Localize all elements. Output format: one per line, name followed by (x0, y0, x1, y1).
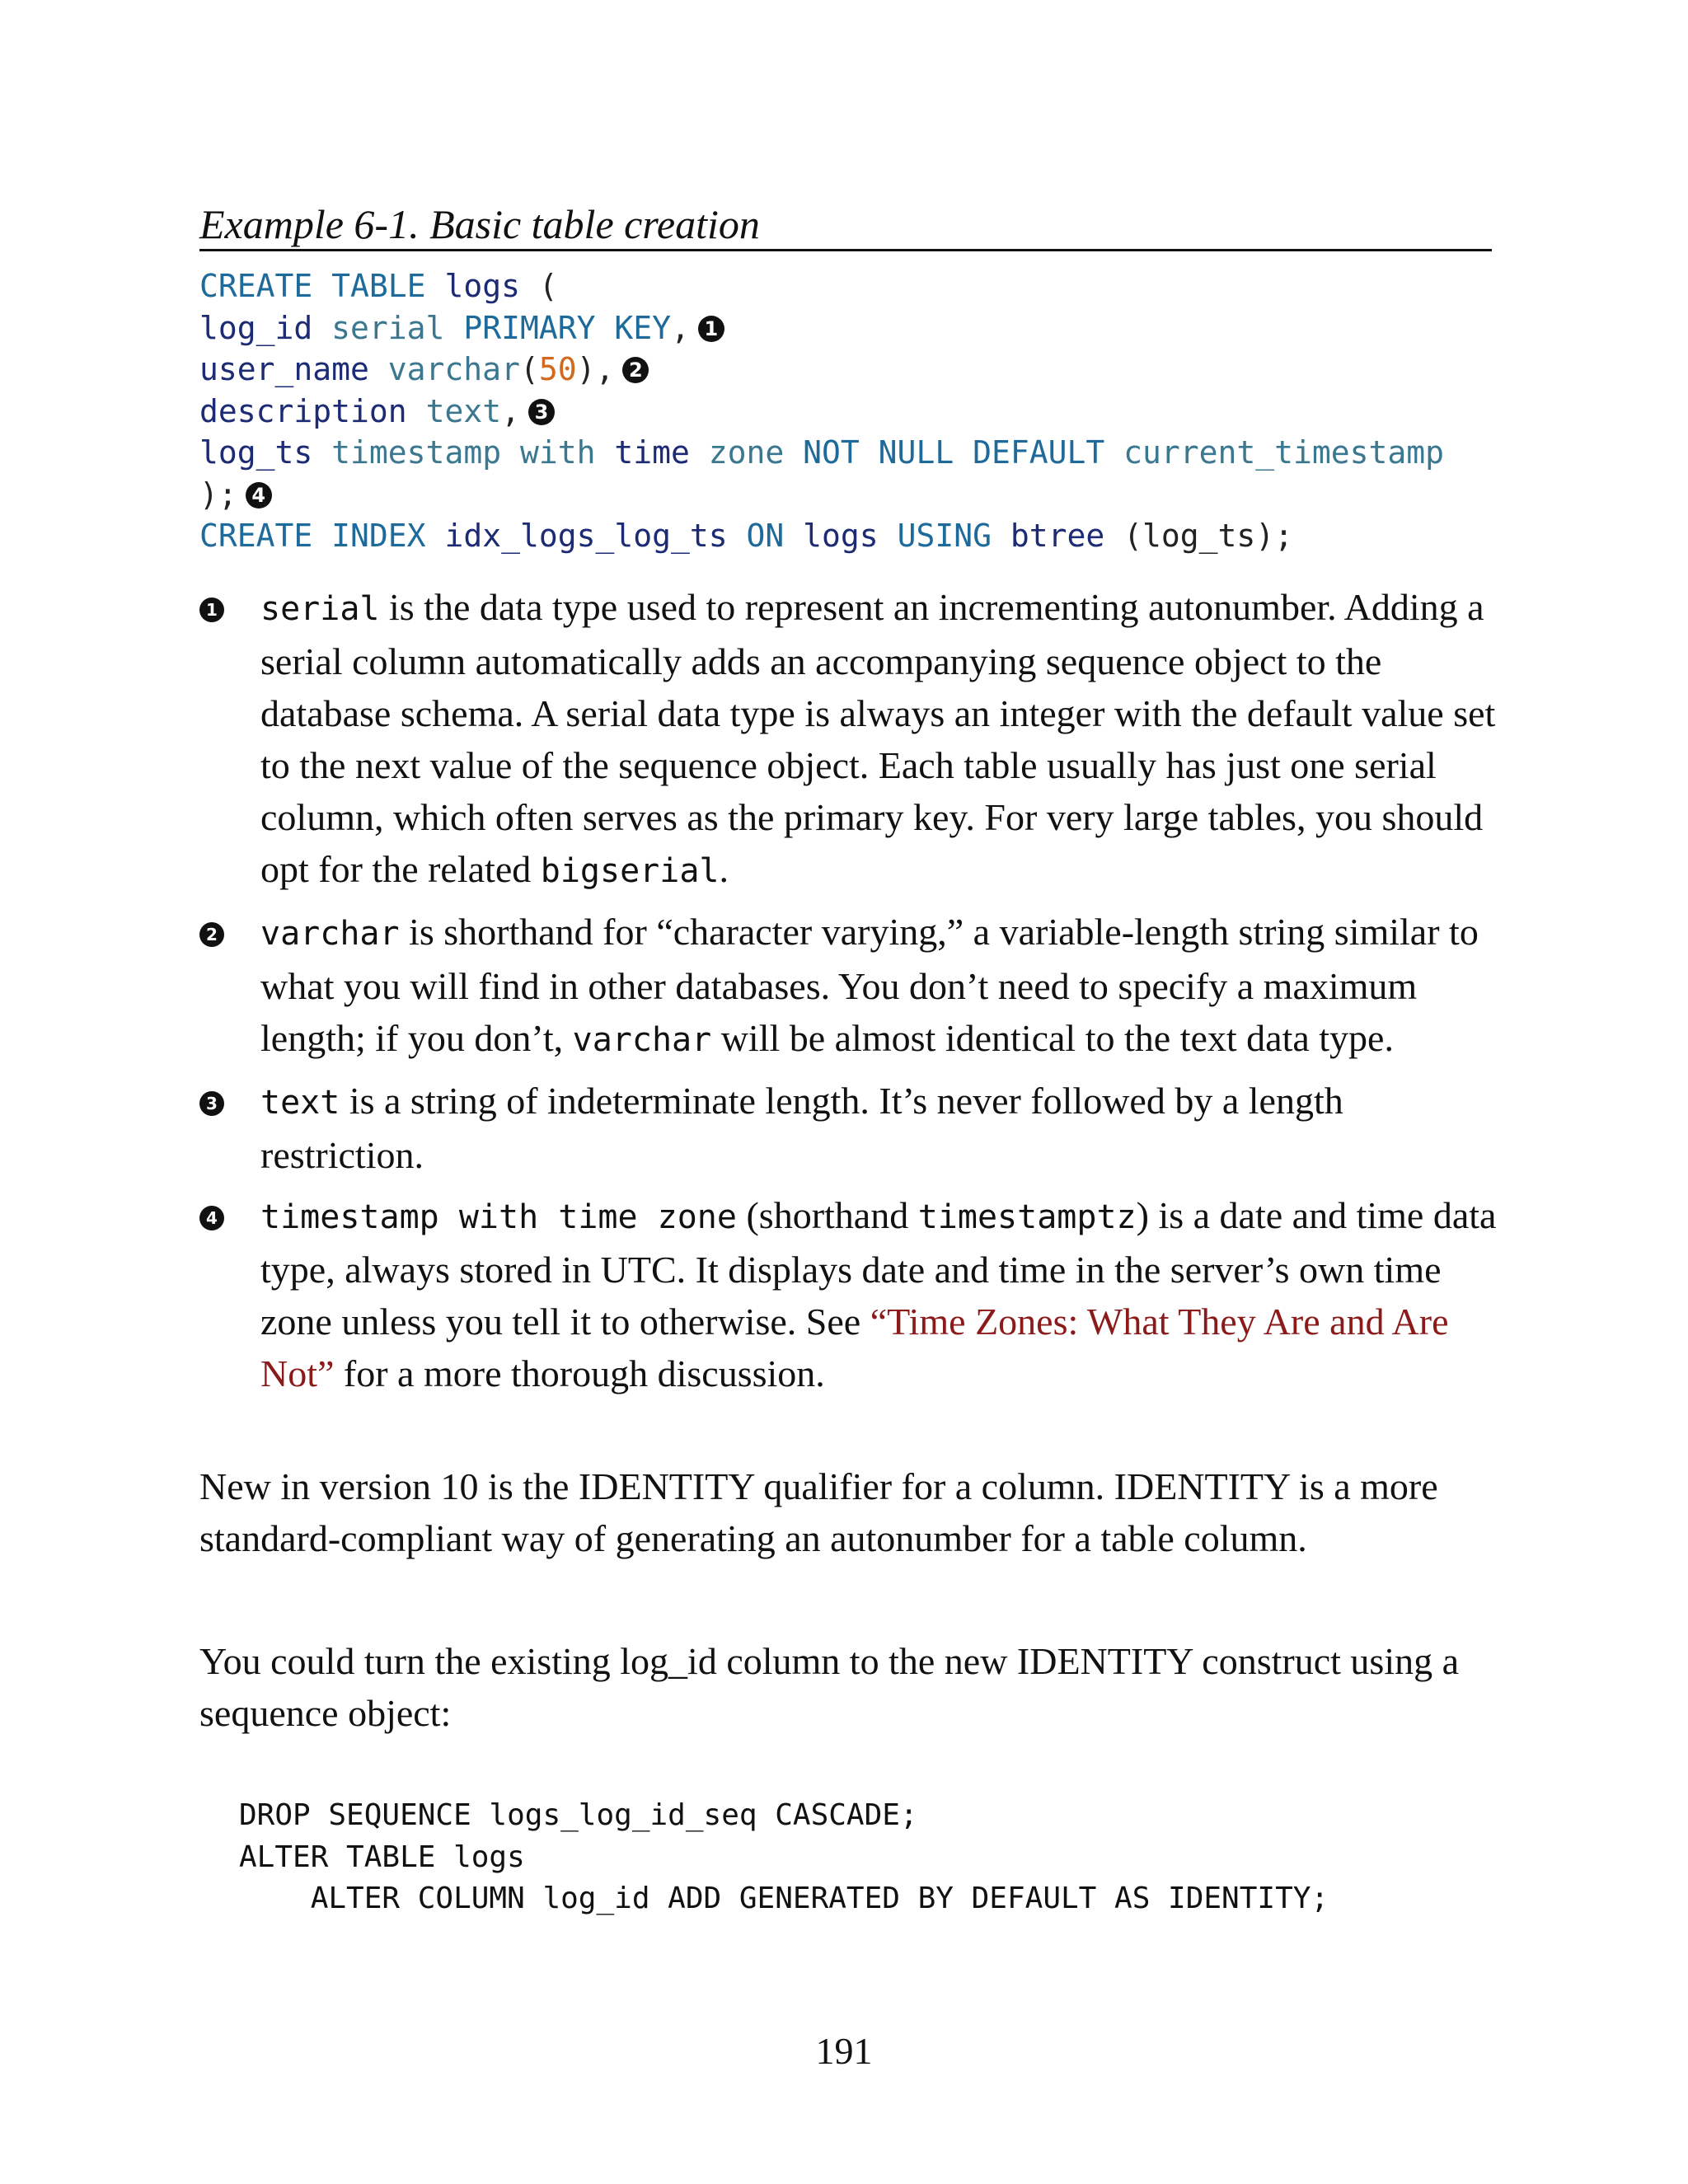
code-token: timestamp with (331, 434, 596, 471)
inline-code: timestamptz (917, 1198, 1137, 1236)
code-token: log_ts (199, 434, 313, 471)
callout-marker-icon: 2 (199, 922, 224, 947)
callout-item (199, 1189, 1502, 1399)
code-token: USING (897, 518, 992, 554)
callout-text: is the data type used to represent an incrementing autonumber. Adding a serial column automatically adds an accompanying sequence object to the database schema. A serial data type is always an integer with the default value set to the next value of the sequence object. Each table usually has just one serial column, which often serves as the primary key. For very large tables, you should opt for the related (260, 586, 1496, 890)
code-token: ( (519, 268, 558, 304)
code-token: logs (444, 268, 520, 304)
callout-marker-icon: 3 (199, 1091, 224, 1116)
callout-text: for a more thorough discussion. (334, 1352, 825, 1394)
body-paragraph: New in version 10 is the IDENTITY qualifier for a column. IDENTITY is a more standard-compliant way of generating an autonumber for a table column. (199, 1465, 1438, 1559)
code-token: ); (199, 476, 237, 513)
code-line (199, 391, 1444, 433)
code-token: , (671, 309, 690, 346)
inline-code: timestamp with time zone (260, 1198, 737, 1236)
callout-text: . (719, 848, 729, 890)
code-token: log_id (199, 309, 313, 346)
code-line (199, 474, 1444, 516)
inline-code: varchar (260, 915, 400, 953)
code-line (199, 265, 1444, 307)
callout-text: (shorthand (736, 1194, 918, 1236)
cross-reference-link[interactable]: “Time Zones: What They Are and Are Not” (260, 1301, 1449, 1394)
inline-code: text (260, 1084, 340, 1122)
callout-item (199, 1075, 1502, 1181)
code-token: text (425, 392, 502, 429)
callout-item (199, 906, 1502, 1066)
callout-marker-icon: 4 (199, 1206, 224, 1230)
code-token: btree (1010, 518, 1105, 554)
inline-code: serial (260, 590, 380, 628)
code-token: ( (519, 351, 539, 387)
code-token: time (614, 434, 690, 471)
code-line: DROP SEQUENCE logs_log_id_seq CASCADE; (239, 1798, 918, 1832)
code-token: current_timestamp (1123, 434, 1445, 471)
callout-text: will be almost identical to the text data type. (711, 1017, 1394, 1059)
code-token: , (501, 392, 520, 429)
code-token: user_name (199, 351, 369, 387)
code-line (199, 515, 1444, 557)
code-token: CREATE TABLE (199, 268, 426, 304)
code-line (199, 432, 1444, 474)
code-token: PRIMARY KEY (463, 309, 672, 346)
code-listing-identity (239, 1795, 1329, 1920)
code-token: NOT NULL DEFAULT (803, 434, 1105, 471)
callout-item (199, 581, 1502, 898)
callout-text: is shorthand for “character varying,” a variable-length string similar to what you will find in other databases. You don’t need to specify a maximum length; if you don’t, (260, 911, 1479, 1059)
inline-code: varchar (572, 1021, 712, 1059)
code-line (199, 349, 1444, 391)
page-number: 191 (815, 2030, 873, 2072)
callout-marker-icon: 1 (698, 316, 724, 342)
callout-marker-icon: 2 (622, 357, 649, 383)
code-token: logs (803, 518, 879, 554)
code-token: ), (576, 351, 615, 387)
callout-text: ) is a date and time data type, always stored in UTC. It displays date and time in the server’s own time zone unless you tell it to otherwise. See (260, 1194, 1497, 1343)
code-token: (log_ts); (1104, 518, 1294, 554)
callout-marker-icon: 3 (528, 399, 555, 425)
callout-list (199, 581, 1502, 1408)
code-token: 50 (538, 351, 577, 387)
code-token: zone (708, 434, 785, 471)
code-token: varchar (387, 351, 520, 387)
code-token: idx_logs_log_ts (444, 518, 728, 554)
code-token: description (199, 392, 407, 429)
inline-code: bigserial (540, 852, 720, 890)
code-line: ALTER TABLE logs (239, 1840, 525, 1874)
code-token: CREATE INDEX (199, 518, 426, 554)
callout-marker-icon: 4 (246, 482, 272, 509)
code-line: ALTER COLUMN log_id ADD GENERATED BY DEFAULT AS IDENTITY; (239, 1882, 1329, 1915)
callout-marker-icon: 1 (199, 598, 224, 622)
callout-text: is a string of indeterminate length. It’s never followed by a length restriction. (260, 1080, 1343, 1176)
code-line (199, 307, 1444, 349)
code-token: serial (331, 309, 445, 346)
code-listing-create-table (199, 265, 1444, 557)
example-title: Example 6-1. Basic table creation (199, 199, 1492, 251)
body-paragraph: You could turn the existing log_id column to the new IDENTITY construct using a sequence object: (199, 1640, 1460, 1734)
code-token: ON (746, 518, 785, 554)
